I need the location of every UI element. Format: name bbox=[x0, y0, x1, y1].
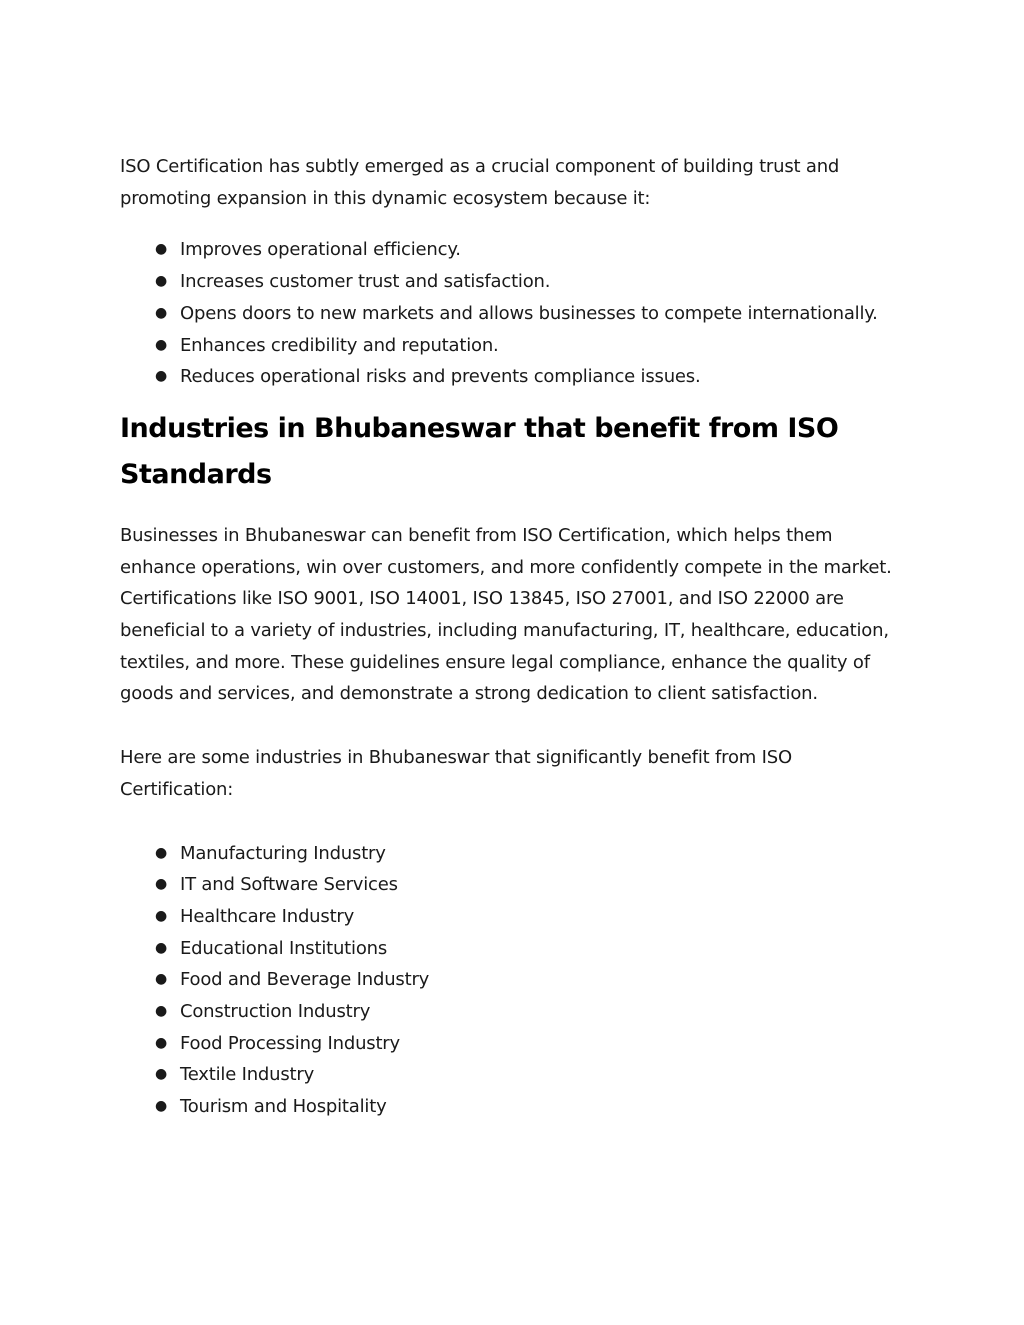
bullet-icon: ● bbox=[154, 304, 168, 321]
list-item-text: Healthcare Industry bbox=[180, 905, 355, 927]
list-item bbox=[120, 869, 895, 901]
bullet-icon: ● bbox=[154, 1034, 168, 1051]
list-item bbox=[120, 298, 895, 330]
list-item bbox=[120, 901, 895, 933]
list-item bbox=[120, 266, 895, 298]
list-item bbox=[120, 1028, 895, 1060]
list-item-text: Increases customer trust and satisfaction. bbox=[180, 271, 551, 293]
bullet-icon: ● bbox=[154, 939, 168, 956]
bullet-icon: ● bbox=[154, 1003, 168, 1020]
list-item-text: Improves operational efficiency. bbox=[180, 239, 461, 261]
list-item-text: Opens doors to new markets and allows businesses to compete internationally. bbox=[180, 302, 878, 324]
document-page bbox=[120, 151, 895, 1123]
bullet-icon: ● bbox=[154, 876, 168, 893]
list-item bbox=[120, 330, 895, 362]
list-item bbox=[120, 838, 895, 870]
bullet-icon: ● bbox=[154, 971, 168, 988]
industries-list bbox=[120, 838, 895, 1123]
list-item bbox=[120, 996, 895, 1028]
list-item bbox=[120, 234, 895, 266]
list-item bbox=[120, 361, 895, 393]
industries-intro-paragraph: Here are some industries in Bhubaneswar that significantly benefit from ISO Certification: bbox=[120, 747, 792, 800]
list-item-text: Food and Beverage Industry bbox=[180, 969, 430, 991]
list-item bbox=[120, 1091, 895, 1123]
list-item-text: IT and Software Services bbox=[180, 874, 398, 896]
bullet-icon: ● bbox=[154, 1098, 168, 1115]
bullet-icon: ● bbox=[154, 336, 168, 353]
bullet-icon: ● bbox=[154, 844, 168, 861]
list-item-text: Reduces operational risks and prevents compliance issues. bbox=[180, 366, 701, 388]
list-item bbox=[120, 1059, 895, 1091]
list-item-text: Food Processing Industry bbox=[180, 1032, 400, 1054]
bullet-icon: ● bbox=[154, 368, 168, 385]
list-item-text: Enhances credibility and reputation. bbox=[180, 334, 499, 356]
list-item-text: Educational Institutions bbox=[180, 937, 388, 959]
business-paragraph: Businesses in Bhubaneswar can benefit from ISO Certification, which helps them enhance operations, win over customers, and more confidently compete in the market. Certifications like ISO 9001, ISO 14001, ISO 13845, ISO 27001, and ISO 22000 are beneficial to a variety of industries, including manufacturing, IT, healthcare, education, textiles, and more. These guidelines ensure legal compliance, enhance the quality of goods and services, and demonstrate a strong dedication to client satisfaction. bbox=[120, 524, 892, 705]
bullet-icon: ● bbox=[154, 1066, 168, 1083]
section-heading: Industries in Bhubaneswar that benefit from ISO Standards bbox=[120, 412, 839, 491]
bullet-icon: ● bbox=[154, 907, 168, 924]
list-item bbox=[120, 964, 895, 996]
list-item-text: Manufacturing Industry bbox=[180, 842, 386, 864]
list-item-text: Tourism and Hospitality bbox=[180, 1096, 387, 1118]
list-item-text: Textile Industry bbox=[180, 1064, 315, 1086]
benefits-list bbox=[120, 234, 895, 393]
list-item-text: Construction Industry bbox=[180, 1001, 371, 1023]
intro-paragraph: ISO Certification has subtly emerged as a crucial component of building trust and promoting expansion in this dynamic ecosystem because it: bbox=[120, 156, 840, 209]
bullet-icon: ● bbox=[154, 273, 168, 290]
bullet-icon: ● bbox=[154, 241, 168, 258]
list-item bbox=[120, 933, 895, 965]
